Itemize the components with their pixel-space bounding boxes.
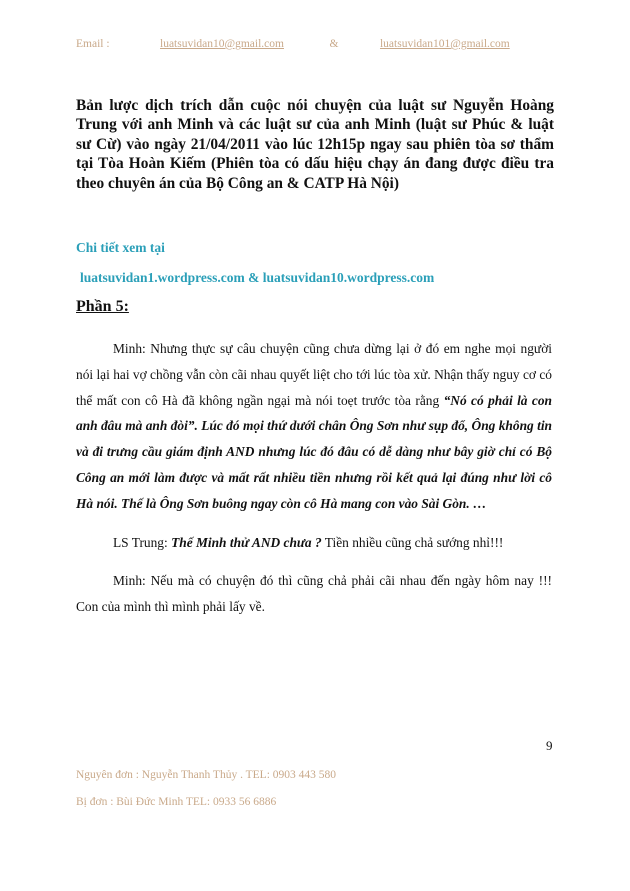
detail-links[interactable]: luatsuvidan1.wordpress.com & luatsuvidan10.wordpress.com: [80, 270, 435, 285]
detail-label: Chi tiết xem tại: [76, 240, 165, 255]
page-number: 9: [546, 738, 553, 753]
emphasized-question: Thế Minh thử AND chưa ?: [171, 534, 322, 550]
paragraph-text: Tiền nhiều cũng chả sướng nhỉ!!!: [321, 534, 504, 550]
paragraph-ls-trung: [76, 530, 552, 556]
paragraph-minh-1: [76, 336, 552, 517]
section-heading: Phần 5:: [76, 298, 129, 315]
email-header: [76, 38, 556, 50]
document-title: Bản lược dịch trích dẫn cuộc nói chuyện của luật sư Nguyễn Hoàng Trung với anh Minh và các luật sư của anh Minh (luật sư Phúc & luật sư Cừ) vào ngày 21/04/2011 vào lúc 12h15p ngay sau phiên tòa sơ thẩm tại Tòa Hoàn Kiếm (Phiên tòa có dấu hiệu chạy án đang được điều tra theo chuyên án của Bộ Công an & CATP Hà Nội): [76, 97, 554, 192]
transcript-body: [76, 336, 552, 633]
email-separator: &: [329, 38, 339, 50]
footer-defendant: Bị đơn : Bùi Đức Minh TEL: 0933 56 6886: [76, 796, 277, 808]
paragraph-text: Minh: Nhưng thực sự câu chuyện cũng chưa dừng lại ở đó em nghe mọi người nói lại hai vợ chồng vẫn còn cãi nhau quyết liệt cho tới lúc tòa xử. Nhận thấy nguy cơ có thể mất con cô Hà đã không ngần ngại mà nói toẹt trước tòa rằng: [76, 341, 552, 408]
speaker-label: LS Trung:: [113, 534, 172, 550]
paragraph-minh-2: Minh: Nếu mà có chuyện đó thì cũng chả phải cãi nhau đến ngày hôm nay !!! Con của mình thì mình phải lấy về.: [76, 573, 552, 615]
email-label: Email :: [76, 38, 110, 50]
footer-plaintiff: Nguyên đơn : Nguyễn Thanh Thủy . TEL: 0903 443 580: [76, 769, 337, 781]
email-link-1[interactable]: luatsuvidan10@gmail.com: [160, 38, 284, 50]
email-link-2[interactable]: luatsuvidan101@gmail.com: [379, 38, 510, 50]
emphasized-quote: “Nó có phải là con anh đâu mà anh đòi”. Lúc đó mọi thứ dưới chân Ông Sơn như sụp đổ, Ông không tin và đi trưng cầu giám định AND nhưng lúc đó đâu có dễ dàng như bây giờ chỉ có Bộ Công an mới làm được và mất rất nhiều tiền nhưng rồi kết quả lại đúng như lời cô Hà nói. Thế là Ông Sơn buông ngay còn cô Hà mang con vào Sài Gòn. …: [76, 392, 552, 511]
